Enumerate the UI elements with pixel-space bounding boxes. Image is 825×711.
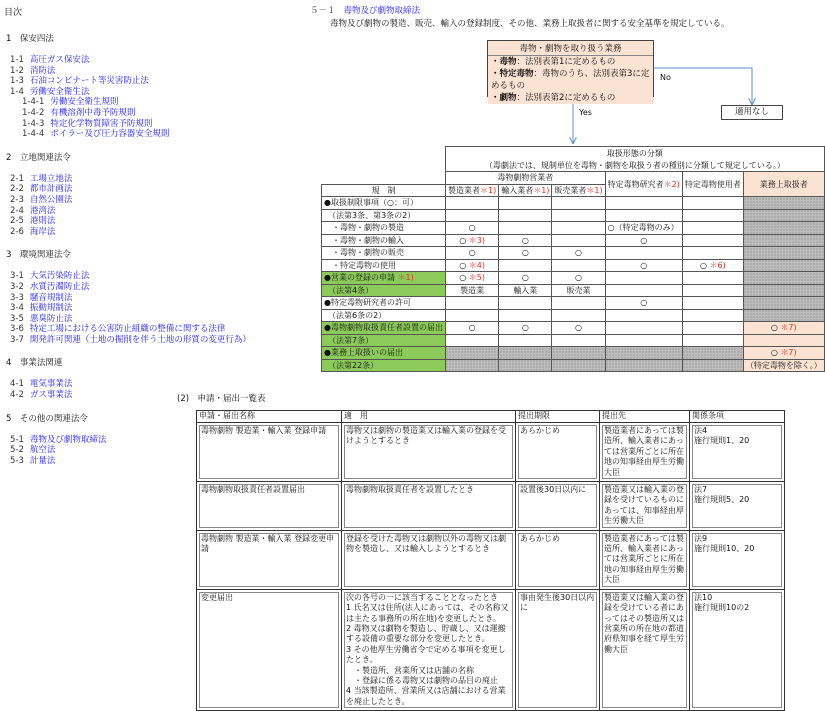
col-yunyu: 輸入業者＊1) [499, 184, 552, 197]
toc-section [4, 412, 194, 467]
table-cell-text: 法4 施行規則1、20 [692, 425, 782, 479]
matrix-cell: ○ [605, 234, 682, 247]
matrix-cell [552, 347, 605, 360]
matrix-row-label: ・毒物・劇物の輸入 [322, 234, 446, 247]
flow-box-lines [488, 56, 653, 104]
matrix-cell [743, 309, 824, 322]
toc-item [10, 282, 194, 293]
matrix-cell [499, 297, 552, 310]
matrix-cell [605, 322, 682, 335]
toc-link[interactable]: 海岸法 [29, 226, 56, 237]
table-cell [600, 423, 690, 482]
table-cell-text: 変更届出 [199, 592, 339, 708]
matrix-row [322, 359, 825, 372]
toc-item [10, 206, 194, 217]
matrix-cell [743, 272, 824, 285]
table-cell [342, 530, 516, 589]
matrix-cell [445, 347, 498, 360]
table-cell-text: 毒物又は劇物の製造業又は輸入業の登録を受けようとするとき [344, 425, 513, 479]
toc-link[interactable]: 労働安全衛生規則 [50, 97, 119, 108]
col-kisei: 規 制 [322, 184, 446, 197]
toc-item-number: 1-2 [10, 65, 24, 76]
matrix-row-label: （法第3条、第3条の2） [322, 209, 446, 222]
table-cell [197, 589, 342, 710]
matrix-cell: （特定毒物を除く。） [743, 359, 824, 372]
matrix-cell [682, 322, 743, 335]
matrix-cell [743, 247, 824, 260]
list-caption: (2) 申請・届出一覧表 [177, 394, 266, 404]
toc-item-number: 2-1 [10, 173, 24, 184]
list-column-header: 提出期限 [516, 411, 600, 423]
matrix-cell [605, 209, 682, 222]
matrix-cell [743, 259, 824, 272]
matrix-cell: ○ ＊3) [445, 234, 498, 247]
toc-item [10, 76, 194, 87]
matrix-cell [605, 272, 682, 285]
group-gyomu: 業務上取扱者 [743, 172, 824, 197]
table-cell [600, 589, 690, 710]
matrix-row [322, 259, 825, 272]
matrix-row [322, 347, 825, 360]
toc-item-number: 3-4 [10, 303, 24, 314]
matrix-cell: ○ ＊7) [743, 322, 824, 335]
table-cell-text: 法10 施行規則10の2 [692, 592, 782, 708]
matrix-cell [552, 222, 605, 235]
table-cell-text: 法9 施行規則10、20 [692, 533, 782, 587]
matrix-cell [743, 334, 824, 347]
handling-business-box [487, 40, 654, 103]
toc-item-number: 3-6 [10, 324, 24, 335]
table-cell [342, 423, 516, 482]
table-cell-text: 製造業又は輸入業の登録を受けているものにあっては、知事経由厚生労働大臣 [602, 484, 687, 528]
table-cell-text: 次の各号の一に該当することとなったとき 1 氏名又は住所(法人にあっては、その名称又は主たる事務所の所在地)を変更したとき。 2 毒物又は劇物を製造し、貯蔵し、又は運搬する設備の重要な部分を変更したとき。 3 その他厚生労働省令で定める事項を変更したとき。 ・製造所、営業所又は店舗の名称 ・登録に係る毒物又は劇物の品目の廃止 4 当該製造所、営業所又は店舗における営業を廃止したとき。 [344, 592, 513, 708]
table-row [197, 589, 785, 710]
toc-link[interactable]: 大気汚染防止法 [29, 271, 90, 282]
matrix-row [322, 309, 825, 322]
table-cell [516, 482, 600, 531]
matrix-cell [682, 247, 743, 260]
table-row [197, 482, 785, 531]
matrix-row-label: ●取扱制限事項（○：可） [322, 197, 446, 210]
matrix-cell: ○ ＊4) [445, 259, 498, 272]
table-cell [342, 589, 516, 710]
matrix-row-label: ●特定毒物研究者の許可 [322, 297, 446, 310]
matrix-cell [743, 197, 824, 210]
table-row [197, 530, 785, 589]
toc-item [10, 303, 194, 314]
matrix-cell [682, 209, 743, 222]
toc-item [22, 129, 194, 140]
matrix-cell [499, 222, 552, 235]
list-column-header: 関係条項 [690, 411, 785, 423]
matrix-cell: ○ [445, 222, 498, 235]
toc-item [10, 271, 194, 282]
matrix-cell [605, 359, 682, 372]
matrix-cell [682, 222, 743, 235]
table-cell [197, 530, 342, 589]
toc-link[interactable]: 開発許可関連（土地の掘削を伴う土地の形質の変更行為） [29, 334, 251, 345]
toc-item-number: 1-4-1 [22, 97, 45, 108]
table-cell [197, 482, 342, 531]
matrix-cell: ○ ＊6) [682, 259, 743, 272]
toc-section [4, 32, 194, 140]
toc-item [10, 66, 194, 77]
matrix-row-label: ・特定毒物の使用 [322, 259, 446, 272]
toc-item [10, 55, 194, 66]
toc-item-number: 4-2 [10, 390, 24, 401]
table-cell [516, 530, 600, 589]
toc-item-number: 2-6 [10, 226, 24, 237]
matrix-cell [682, 284, 743, 297]
matrix-subtitle: （毒劇法では、規制単位を毒物・劇物を取扱う者の種別に分類して規定している。） [445, 159, 824, 172]
matrix-cell: ○ [605, 297, 682, 310]
table-cell [600, 482, 690, 531]
toc-item-number: 4-1 [10, 379, 24, 390]
toc-link[interactable]: 高圧ガス保安法 [29, 55, 90, 65]
matrix-cell: ○ [552, 272, 605, 285]
matrix-cell [682, 334, 743, 347]
matrix-cell [552, 259, 605, 272]
toc-link[interactable]: 計量法 [29, 455, 56, 466]
matrix-cell [499, 197, 552, 210]
toc-link[interactable]: 有機溶剤中毒予防規則 [50, 107, 136, 118]
toc-link[interactable]: 特定工場における公害防止組織の整備に関する法律 [29, 324, 226, 335]
matrix-cell [682, 297, 743, 310]
toc-item-number: 3-1 [10, 271, 24, 282]
matrix-row [322, 272, 825, 285]
matrix-cell [605, 284, 682, 297]
matrix-cell [445, 209, 498, 222]
matrix-cell [552, 334, 605, 347]
matrix-cell [499, 259, 552, 272]
matrix-row-label: （法第6条の2） [322, 309, 446, 322]
matrix-cell: ○ [499, 322, 552, 335]
matrix-row-label: ・毒物・劇物の販売 [322, 247, 446, 260]
matrix-row-label: ●毒物劇物取扱責任者設置の届出 [322, 322, 446, 335]
toc-link[interactable]: 消防法 [29, 65, 56, 76]
matrix-cell: 販売業 [552, 284, 605, 297]
matrix-cell [682, 234, 743, 247]
toc-item-number: 2-5 [10, 216, 24, 227]
toc-item [10, 87, 194, 98]
toc-item [10, 324, 226, 335]
list-column-header: 申請・届出名称 [197, 411, 342, 423]
toc-link[interactable]: 特定化学物質障害予防規則 [50, 118, 153, 129]
matrix-cell [445, 359, 498, 372]
matrix-cell [499, 334, 552, 347]
table-cell-text: 製造業又は輸入業の登録を受けている者にあってはその製造所又は営業所の所在地の都道府県知事を経て厚生労働大臣 [602, 592, 687, 708]
flow-box-line [488, 56, 653, 68]
toc-item-number: 3-7 [10, 334, 24, 345]
table-cell-text: 事由発生後30日以内に [518, 592, 597, 708]
toc-item-number: 1-1 [10, 55, 24, 65]
matrix-cell: ○ [552, 322, 605, 335]
matrix-cell [445, 334, 498, 347]
application-list-table [196, 410, 785, 711]
matrix-row [322, 197, 825, 210]
toc-link[interactable]: 都市計画法 [29, 184, 73, 195]
matrix-cell: ○ ＊7) [743, 347, 824, 360]
toc-link[interactable]: 労働安全衛生法 [29, 86, 90, 97]
toc-link[interactable]: 毒物及び劇物取締法 [29, 434, 107, 445]
matrix-cell [445, 309, 498, 322]
matrix-cell [605, 247, 682, 260]
matrix-cell: 輸入業 [499, 284, 552, 297]
toc-section [4, 151, 194, 238]
toc-item [10, 314, 194, 325]
table-cell [690, 482, 785, 531]
table-cell-text: 製造業者にあっては製造所、輸入業者にあっては営業所ごとに所在地の知事経由厚生労働大臣 [602, 425, 687, 479]
matrix-cell [605, 197, 682, 210]
toc-section-heading: 4 事業法関連 [6, 358, 63, 369]
matrix-cell [743, 209, 824, 222]
table-cell-text: あらかじめ [518, 425, 597, 479]
matrix-row [322, 284, 825, 297]
table-cell-text: 登録を受けた毒物又は劇物以外の毒物又は劇物を製造し、又は輸入しようとするとき [344, 533, 513, 587]
toc-item [10, 174, 194, 185]
toc-item [10, 334, 251, 346]
group-kenkyu: 特定毒物研究者＊2) [605, 172, 682, 197]
page-header [310, 4, 790, 29]
not-applicable-box: 適用なし [721, 105, 783, 120]
list-column-header: 適 用 [342, 411, 516, 423]
table-cell-text: 毒物劇物 製造業・輸入業 登録申請 [199, 425, 339, 479]
section-title-link[interactable]: 毒物及び劇物取締法 [343, 6, 421, 16]
flow-line-term: ・毒物 [491, 57, 517, 67]
flow-box-line [488, 92, 653, 104]
matrix-row-label: （法第4条） [322, 284, 446, 297]
page-title [310, 4, 790, 16]
list-header-row [197, 411, 785, 423]
toc-link[interactable]: 振動規制法 [29, 303, 73, 314]
matrix-cell: ○（特定毒物のみ） [605, 222, 682, 235]
matrix-cell [682, 359, 743, 372]
toc-title: 目次 [4, 8, 23, 18]
matrix-row [322, 297, 825, 310]
flow-line-definition: ：法別表第2に定めるもの [516, 93, 616, 103]
matrix-cell: ○ [445, 322, 498, 335]
toc-item [10, 293, 194, 304]
toc-item [10, 216, 194, 227]
matrix-row [322, 334, 825, 347]
table-cell-text: 設置後30日以内に [518, 484, 597, 528]
toc-link[interactable]: ボイラー及び圧力容器安全規則 [50, 129, 170, 140]
table-cell-text: 毒物劇物取扱責任者を設置したとき [344, 484, 513, 528]
list-column-header: 提出先 [600, 411, 690, 423]
toc-item-number: 5-1 [10, 434, 24, 445]
flow-no-label: No [660, 73, 671, 82]
toc-link[interactable]: 悪臭防止法 [29, 313, 73, 324]
matrix-cell: ○ ＊5) [445, 272, 498, 285]
matrix-cell [743, 297, 824, 310]
matrix-row [322, 209, 825, 222]
toc-link[interactable]: 騒音規制法 [29, 292, 73, 303]
table-cell-text: 毒物劇物 製造業・輸入業 登録変更申請 [199, 533, 339, 587]
matrix-row-label: ・毒物・劇物の製造 [322, 222, 446, 235]
matrix-body [322, 197, 825, 372]
col-hanbai: 販売業者＊1) [552, 184, 605, 197]
matrix-cell [682, 347, 743, 360]
toc-item-number: 1-4-4 [22, 129, 45, 140]
table-cell-text: 法7 施行規則5、20 [692, 484, 782, 528]
matrix-cell [605, 309, 682, 322]
matrix-cell [499, 347, 552, 360]
matrix-cell [499, 309, 552, 322]
matrix-cell: ○ [605, 259, 682, 272]
section-description: 毒物及び劇物の製造、販売、輸入の登録制度、その他、業務上取扱者に関する安全基準を規定している。 [330, 19, 730, 29]
toc-link[interactable]: 港則法 [29, 216, 56, 227]
matrix-cell: 製造業 [445, 284, 498, 297]
flow-line-definition: ：毒物のうち、法別表第3に定めるもの [491, 69, 650, 91]
toc-item-number: 2-2 [10, 184, 24, 195]
matrix-cell [682, 197, 743, 210]
toc-item [10, 435, 194, 446]
matrix-cell [682, 272, 743, 285]
toc-section-heading: 5 その他の関連法令 [6, 413, 88, 424]
col-seizo: 製造業者＊1) [445, 184, 498, 197]
toc-item [10, 227, 194, 238]
matrix-cell [552, 309, 605, 322]
toc-item-number: 5-2 [10, 445, 24, 456]
matrix-cell [743, 222, 824, 235]
flow-line-term: ・特定毒物 [491, 69, 534, 79]
table-cell-text: 毒物劇物取扱責任者設置届出 [199, 484, 339, 528]
toc-item [10, 390, 194, 401]
matrix-cell [499, 359, 552, 372]
table-cell [690, 589, 785, 710]
toc-section-heading: 1 保安四法 [6, 34, 54, 44]
matrix-row [322, 247, 825, 260]
toc-item [10, 195, 194, 206]
toc-link[interactable]: 航空法 [29, 445, 56, 456]
matrix-cell [682, 309, 743, 322]
group-shiyo: 特定毒物使用者 [682, 172, 743, 197]
toc-item [10, 445, 194, 456]
matrix-cell [605, 347, 682, 360]
matrix-row-label: （法第7条） [322, 334, 446, 347]
matrix-cell: ○ [445, 247, 498, 260]
matrix-cell [605, 334, 682, 347]
matrix-cell [743, 284, 824, 297]
toc-item [10, 456, 194, 467]
table-row [197, 423, 785, 482]
toc-link[interactable]: ガス事業法 [29, 390, 73, 401]
table-cell [197, 423, 342, 482]
toc-item-number: 3-3 [10, 292, 24, 303]
table-cell [690, 423, 785, 482]
table-cell-text: あらかじめ [518, 533, 597, 587]
matrix-cell [743, 234, 824, 247]
flow-yes-label: Yes [579, 108, 592, 117]
toc-section-heading: 3 環境関連法令 [6, 250, 71, 261]
matrix-title: 取扱形態の分類 [445, 147, 824, 160]
matrix-cell [499, 209, 552, 222]
toc-link[interactable]: 石油コンビナート等災害防止法 [29, 76, 149, 87]
table-cell [516, 423, 600, 482]
table-cell-text: 製造業者にあっては製造所、輸入業者にあっては営業所ごとに所在地の知事経由厚生労働大臣 [602, 533, 687, 587]
toc-link[interactable]: 自然公園法 [29, 194, 73, 205]
matrix-cell: ○ [499, 272, 552, 285]
matrix-cell [552, 297, 605, 310]
toc-section-heading: 2 立地関連法令 [6, 152, 71, 163]
flow-box-title: 毒物・劇物を取り扱う業務 [488, 41, 653, 56]
toc-item-number: 3-5 [10, 313, 24, 324]
toc-item [22, 108, 194, 119]
toc-item [22, 97, 194, 108]
toc-item-number: 1-4 [10, 86, 24, 97]
toc-link[interactable]: 港湾法 [29, 205, 56, 216]
matrix-row [322, 322, 825, 335]
matrix-row-label: ●営業の登録の申請 ＊1) [322, 272, 446, 285]
table-cell [516, 589, 600, 710]
toc-item-number: 3-2 [10, 281, 24, 292]
flow-line-term: ・劇物 [491, 93, 517, 103]
toc-item [10, 379, 194, 390]
toc-section [4, 248, 251, 345]
table-cell [690, 530, 785, 589]
matrix-row [322, 234, 825, 247]
toc-item-number: 1-4-2 [22, 107, 45, 118]
matrix-cell [552, 209, 605, 222]
matrix-cell: ○ [552, 247, 605, 260]
matrix-row-label: （法第22条） [322, 359, 446, 372]
matrix-row [322, 222, 825, 235]
matrix-cell [552, 359, 605, 372]
flow-line-definition: ：法別表第1に定めるもの [516, 57, 616, 67]
application-list-body [197, 411, 785, 711]
matrix-cell: ○ [499, 234, 552, 247]
table-cell [342, 482, 516, 531]
toc-section [4, 356, 194, 400]
toc-item-number: 1-3 [10, 76, 24, 87]
toc-link[interactable]: 水質汚濁防止法 [29, 281, 90, 292]
matrix-cell [552, 197, 605, 210]
matrix-cell [552, 234, 605, 247]
table-cell [600, 530, 690, 589]
toc-item-number: 2-3 [10, 194, 24, 205]
matrix-row-label: ●業務上取扱いの届出 [322, 347, 446, 360]
toc-item-number: 1-4-3 [22, 118, 45, 129]
regulation-matrix [321, 146, 825, 372]
group-eigyo: 毒物劇物営業者 [445, 172, 605, 185]
toc-link[interactable]: 電気事業法 [29, 379, 73, 390]
toc-link[interactable]: 工場立地法 [29, 173, 73, 184]
matrix-cell [445, 197, 498, 210]
toc-item [10, 184, 194, 195]
matrix-cell: ○ [499, 247, 552, 260]
flow-box-line [488, 68, 653, 92]
toc-item [22, 119, 194, 130]
toc-item-number: 2-4 [10, 205, 24, 216]
toc-item-number: 5-3 [10, 455, 24, 466]
matrix-cell [445, 297, 498, 310]
section-number: ５－１ [310, 6, 336, 16]
